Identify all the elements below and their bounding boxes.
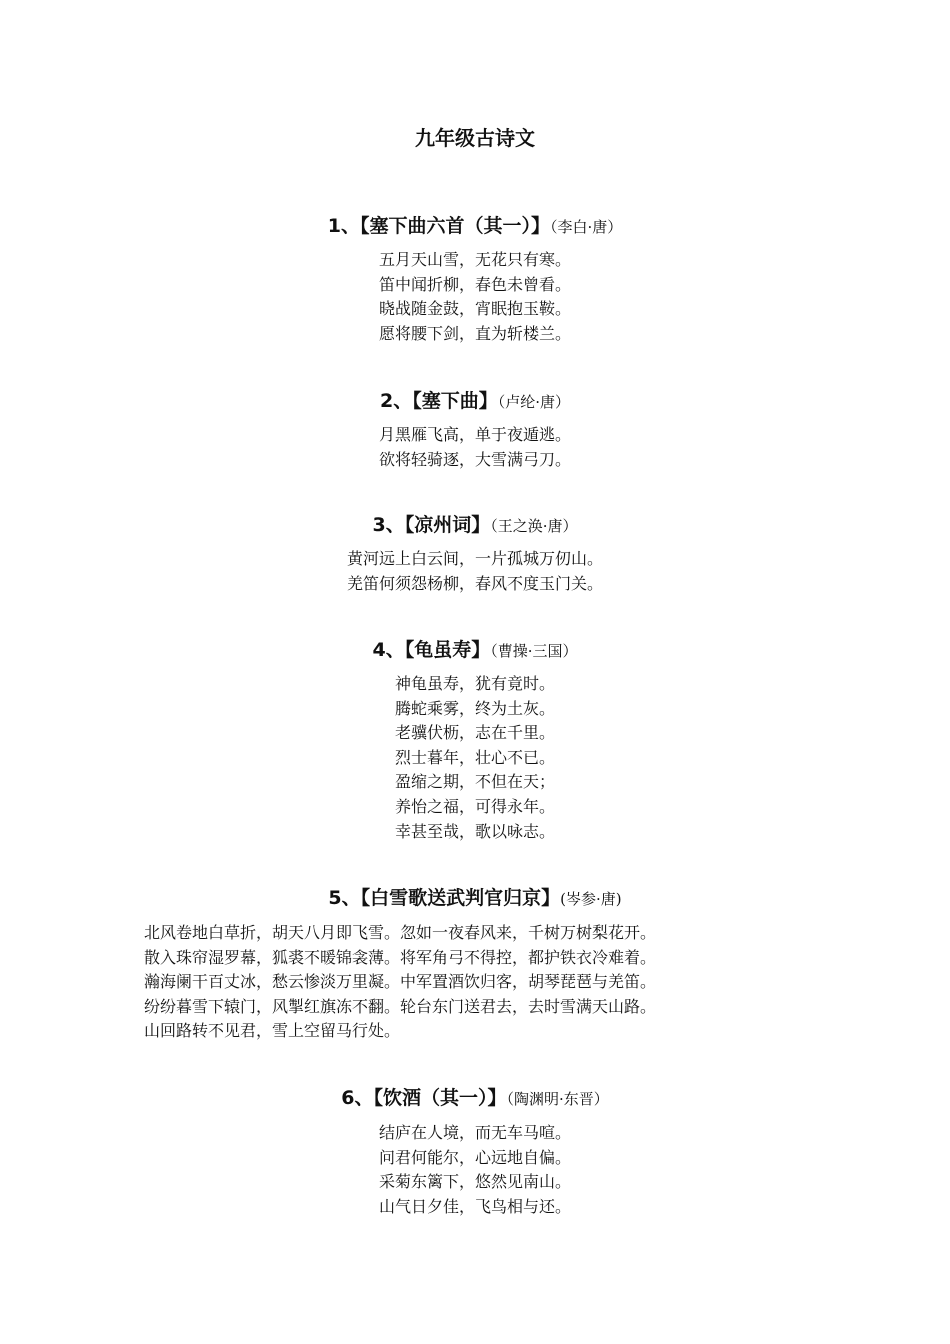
poem-line: 愿将腰下剑，直为斩楼兰。 (378, 323, 571, 343)
poem-title-5 (0, 883, 950, 910)
poem-line: 结庐在人境，而无车马喧。 (378, 1123, 571, 1142)
poem-line: 养怡之福，可得永年。 (394, 796, 555, 816)
poem-author: （曹操·三国） (490, 642, 578, 660)
poem-line: 笛中闻折柳，春色未曾看。 (378, 274, 571, 294)
poem-heading: 3、【凉州词】 (372, 514, 491, 536)
poem-heading: 1、【塞下曲六首（其一）】 (327, 215, 550, 237)
poem-line: 散入珠帘湿罗幕，狐裘不暖锦衾薄。将军角弓不得控，都护铁衣冷难着。 (144, 947, 657, 967)
poem-author: （卢纶·唐） (497, 393, 570, 411)
poem-author: （李白·唐） (549, 218, 623, 236)
poem-author: （王之涣·唐） (490, 517, 578, 535)
poem-line: 问君何能尔，心远地自偏。 (378, 1147, 571, 1167)
poem-heading: 5、【白雪歌送武判官归京】 (328, 887, 561, 909)
poem-body-2 (0, 423, 950, 472)
poem-title-2 (0, 386, 950, 413)
poem-line: 烈士暮年，壮心不已。 (394, 747, 555, 767)
poem-line: 黄河远上白云间，一片孤城万仞山。 (346, 549, 603, 568)
poem-body-5 (0, 921, 950, 1044)
poem-line: 瀚海阑干百丈冰，愁云惨淡万里凝。中军置酒饮归客，胡琴琵琶与羌笛。 (144, 972, 657, 992)
poem-line: 羌笛何须怨杨柳，春风不度玉门关。 (346, 573, 603, 593)
poem-author: (岑参·唐) (560, 890, 622, 908)
poem-line: 盈缩之期，不但在天； (394, 772, 555, 792)
poem-heading: 6、【饮酒（其一）】 (341, 1087, 507, 1109)
poem-line: 腾蛇乘雾，终为土灰。 (394, 698, 555, 718)
poem-heading: 4、【龟虽寿】 (372, 639, 491, 661)
poem-body-3 (0, 547, 950, 596)
poem-title-6 (0, 1083, 950, 1110)
poem-line: 晓战随金鼓，宵眠抱玉鞍。 (378, 299, 571, 319)
poem-body-6 (0, 1121, 950, 1219)
poem-line: 月黑雁飞高，单于夜遁逃。 (378, 425, 571, 444)
poem-line: 山气日夕佳，飞鸟相与还。 (378, 1196, 571, 1216)
poem-line: 北风卷地白草折，胡天八月即飞雪。忽如一夜春风来，千树万树梨花开。 (144, 923, 657, 942)
poem-heading: 2、【塞下曲】 (379, 390, 498, 412)
poem-line: 山回路转不见君，雪上空留马行处。 (144, 1021, 401, 1041)
poem-title-4 (0, 635, 950, 662)
poem-line: 欲将轻骑逐，大雪满弓刀。 (378, 449, 571, 469)
poem-line: 纷纷暮雪下辕门，风掣红旗冻不翻。轮台东门送君去，去时雪满天山路。 (144, 996, 657, 1016)
page-title: 九年级古诗文 (415, 126, 535, 150)
poem-line: 幸甚至哉，歌以咏志。 (394, 821, 555, 841)
poem-line: 五月天山雪，无花只有寒。 (378, 250, 571, 269)
poem-line: 老骥伏枥，志在千里。 (394, 723, 555, 743)
poem-line: 神龟虽寿，犹有竟时。 (394, 674, 555, 693)
poem-title-1 (0, 211, 950, 238)
poem-body-1 (0, 248, 950, 346)
poem-body-4 (0, 672, 950, 844)
poem-author: （陶渊明·东晋） (506, 1090, 609, 1108)
poem-line: 采菊东篱下，悠然见南山。 (378, 1172, 571, 1192)
poem-title-3 (0, 510, 950, 537)
